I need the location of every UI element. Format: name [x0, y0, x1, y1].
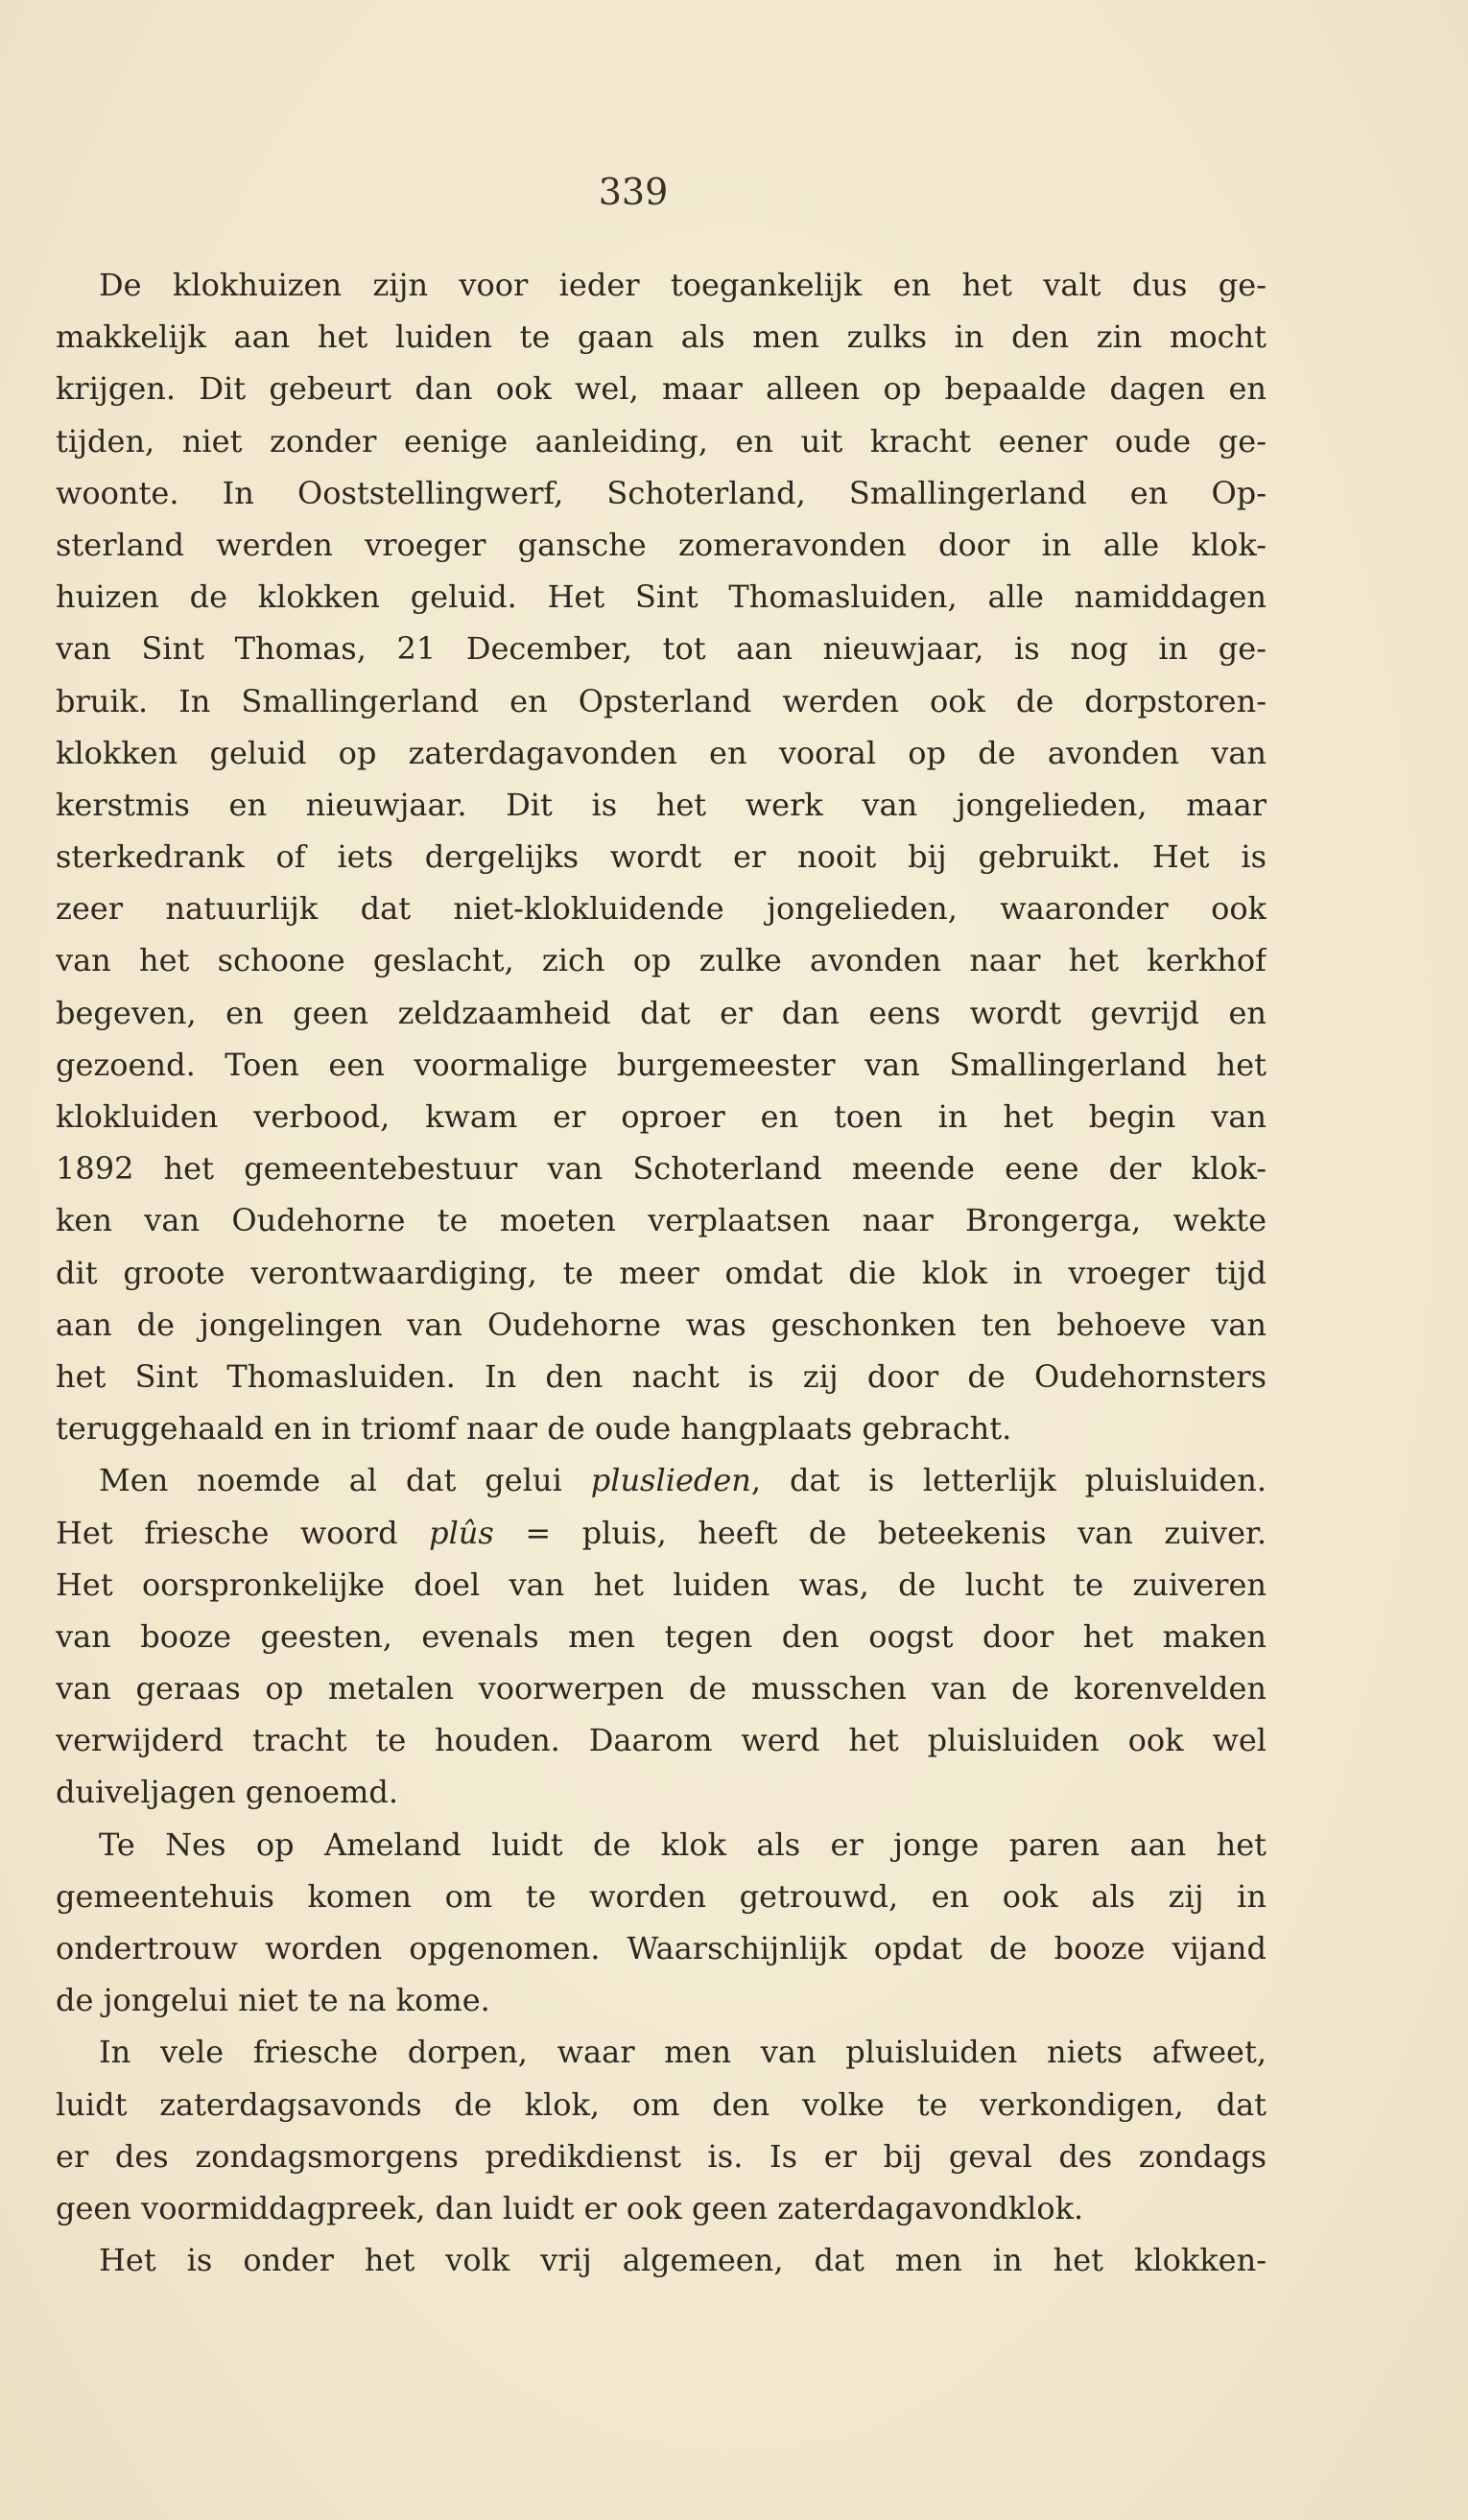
text-line: bruik. In Smallingerland en Opsterland werden ook de dorpstoren-	[56, 682, 1267, 719]
text-line: van het schoone geslacht, zich op zulke avonden naar het kerkhof	[56, 942, 1267, 979]
text-line: klokluiden verbood, kwam er oproer en toen in het begin van	[56, 1098, 1267, 1135]
text-line: makkelijk aan het luiden te gaan als men zulks in den zin mocht	[56, 318, 1267, 356]
text-line: begeven, en geen zeldzaamheid dat er dan eens wordt gevrijd en	[56, 994, 1267, 1031]
page-number: 339	[598, 171, 669, 213]
paragraph-3	[56, 1819, 1267, 2027]
text-run: = pluis, heeft de beteekenis van zuiver.	[493, 1514, 1267, 1551]
text-run: , dat is letterlijk pluisluiden.	[750, 1462, 1267, 1499]
text-run: Men noemde al dat gelui	[99, 1462, 591, 1499]
text-line: teruggehaald en in triomf naar de oude hangplaats gebracht.	[56, 1410, 1012, 1448]
text-line: sterland werden vroeger gansche zomeravonden door in alle klok-	[56, 526, 1267, 563]
text-line: sterkedrank of iets dergelijks wordt er nooit bij gebruikt. Het is	[56, 838, 1267, 876]
text-line: het Sint Thomasluiden. In den nacht is zij door de Oudehornsters	[56, 1357, 1267, 1395]
text-line: kerstmis en nieuwjaar. Dit is het werk van jongelieden, maar	[56, 786, 1267, 823]
text-line: Het is onder het volk vrij algemeen, dat men in het klokken-	[99, 2242, 1267, 2279]
text-line: geen voormiddagpreek, dan luidt er ook geen zaterdagavondklok.	[56, 2189, 1084, 2226]
italic-term: pluslieden	[590, 1462, 751, 1499]
text-line: duiveljagen genoemd.	[56, 1774, 399, 1811]
text-line: verwijderd tracht te houden. Daarom werd het pluisluiden ook wel	[56, 1722, 1267, 1759]
paragraph-4	[56, 2026, 1267, 2234]
text-line: krijgen. Dit gebeurt dan ook wel, maar alleen op bepaalde dagen en	[56, 370, 1267, 408]
text-line: tijden, niet zonder eenige aanleiding, en uit kracht eener oude ge-	[56, 422, 1267, 459]
paragraph-5	[56, 2234, 1267, 2286]
text-line: Te Nes op Ameland luidt de klok als er jonge paren aan het	[99, 1825, 1267, 1863]
text-line: gemeentehuis komen om te worden getrouwd, en ook als zij in	[56, 1877, 1267, 1915]
text-line: klokken geluid op zaterdagavonden en vooral op de avonden van	[56, 734, 1267, 771]
text-line: aan de jongelingen van Oudehorne was geschonken ten behoeve van	[56, 1306, 1267, 1343]
text-line: huizen de klokken geluid. Het Sint Thomasluiden, alle namiddagen	[56, 578, 1267, 616]
text-line: van booze geesten, evenals men tegen den oogst door het maken	[56, 1617, 1267, 1655]
text-line: van Sint Thomas, 21 December, tot aan nieuwjaar, is nog in ge-	[56, 630, 1267, 668]
text-line: zeer natuurlijk dat niet-klokluidende jongelieden, waaronder ook	[56, 890, 1267, 928]
text-line: ken van Oudehorne te moeten verplaatsen naar Brongerga, wekte	[56, 1202, 1267, 1239]
paragraph-2	[56, 1454, 1267, 1818]
text-line: de jongelui niet te na kome.	[56, 1982, 490, 2019]
text-line: er des zondagsmorgens predikdienst is. Is er bij geval des zondags	[56, 2137, 1267, 2175]
text-line: van geraas op metalen voorwerpen de musschen van de korenvelden	[56, 1670, 1267, 1707]
text-line: Het oorspronkelijke doel van het luiden was, de lucht te zuiveren	[56, 1566, 1267, 1603]
text-run: Het friesche woord	[56, 1514, 430, 1551]
text-line	[56, 1507, 1267, 1559]
text-line: gezoend. Toen een voormalige burgemeester van Smallingerland het	[56, 1046, 1267, 1083]
paragraph-1	[56, 259, 1267, 1454]
italic-term: plûs	[429, 1514, 494, 1551]
text-line: ondertrouw worden opgenomen. Waarschijnlijk opdat de booze vijand	[56, 1930, 1267, 1967]
text-line: In vele friesche dorpen, waar men van pluisluiden niets afweet,	[99, 2034, 1267, 2071]
body-text	[56, 259, 1267, 2286]
text-line: luidt zaterdagsavonds de klok, om den volke te verkondigen, dat	[56, 2085, 1267, 2123]
text-line: De klokhuizen zijn voor ieder toegankelijk en het valt dus ge-	[99, 267, 1267, 303]
text-line: woonte. In Ooststellingwerf, Schoterland, Smallingerland en Op-	[56, 474, 1267, 511]
text-line: dit groote verontwaardiging, te meer omdat die klok in vroeger tijd	[56, 1254, 1267, 1291]
text-line	[56, 1454, 1267, 1506]
text-line: 1892 het gemeentebestuur van Schoterland meende eene der klok-	[56, 1150, 1267, 1188]
